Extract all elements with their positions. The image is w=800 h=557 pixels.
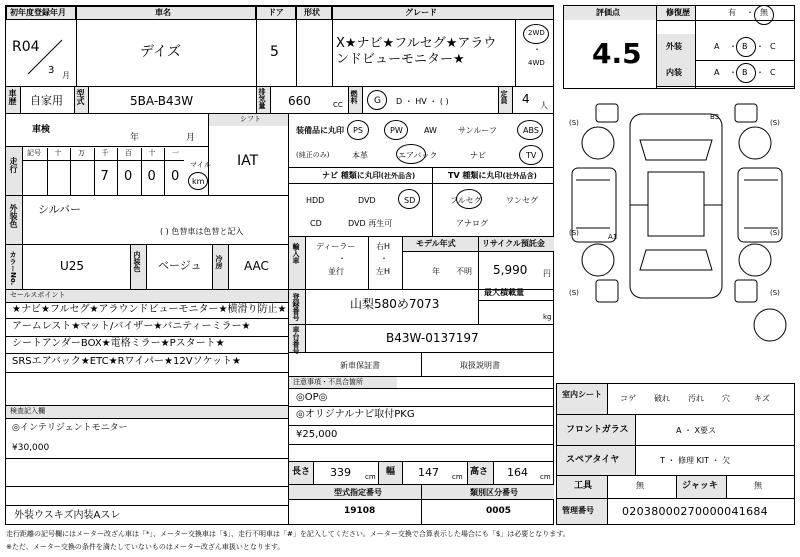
damage-mark-a1: A1	[608, 233, 618, 241]
sales-line-3	[6, 353, 288, 354]
eval-selected-circle	[736, 37, 756, 57]
first-reg-label: 初年度登録年月	[10, 8, 66, 17]
navi-type-header	[322, 172, 415, 180]
mileage-digit-header: 百	[125, 149, 132, 157]
note-line: ◎OP◎	[296, 392, 328, 403]
eval-row-label: 外装	[666, 42, 682, 51]
equip-pw: PW	[390, 126, 403, 135]
seat-condition-item: コゲ	[620, 394, 636, 403]
mileage-bottom-line	[6, 195, 288, 196]
mileage-label: 走行	[9, 157, 18, 173]
model-label: 型式	[76, 89, 85, 105]
import-dealer: ディーラー	[316, 242, 356, 251]
equip-airbag: エアバック	[398, 151, 438, 160]
hdr-divider-5	[515, 20, 516, 86]
width-label: 幅	[386, 467, 396, 477]
navi-sd: SD	[404, 196, 416, 205]
km-label: km	[192, 177, 205, 186]
color-no-label: カラーNo.	[9, 251, 17, 286]
spec-div-3	[88, 87, 89, 113]
hdr-divider-4	[332, 6, 333, 86]
inspector-line-2	[6, 486, 288, 487]
import-right-h: 右H	[376, 242, 391, 251]
mileage-digit-divider	[117, 148, 118, 195]
notes-header-line	[289, 388, 554, 389]
car-damage-diagram	[560, 100, 795, 385]
hdr-divider-1	[76, 6, 77, 86]
eval-option: B	[742, 42, 748, 51]
equip-leather: 本革	[352, 151, 368, 160]
shaken-label: 車検	[32, 125, 51, 135]
model-year-label: モデル年式	[416, 239, 456, 248]
length-unit: cm	[365, 473, 376, 481]
grade-header-bg	[332, 6, 554, 20]
eval-option: 有	[728, 8, 736, 17]
eval-label-divider	[695, 6, 696, 88]
capacity-unit: 人	[540, 101, 548, 110]
height: 164	[507, 466, 528, 479]
model-year-unit: 年	[432, 267, 440, 276]
seat-divider	[607, 384, 608, 414]
inspector-line: ◎インテリジェントモニター	[12, 423, 128, 433]
color-change-note: ( ) 色替車は色替と記入	[160, 227, 244, 236]
spec-div-7	[362, 87, 363, 113]
interior-color: ベージュ	[158, 259, 202, 272]
sales-line-2	[6, 336, 288, 337]
mileage-digit: 0	[124, 169, 133, 184]
mileage-digit-divider	[94, 148, 95, 195]
mileage-digit-header: 一	[172, 149, 179, 157]
first-reg-month-unit: 月	[62, 71, 70, 80]
inspector-line-3	[6, 505, 288, 506]
reg-no-label: 登録番号	[292, 293, 300, 321]
eval-row-label: 内装	[666, 68, 682, 77]
seat-label: 室内シート	[562, 390, 602, 399]
color-div-3	[146, 245, 147, 289]
door-label: ドア	[268, 8, 284, 17]
fuel-g-circle	[367, 90, 387, 110]
glass-value: A ・ X要ス	[676, 426, 717, 435]
notes-label: 注意事項・不具合箇所	[293, 378, 363, 386]
inspector-label: 検査記入欄	[10, 407, 45, 415]
s-label: (S)	[770, 289, 780, 297]
max-load-kg: kg	[543, 313, 552, 321]
mileage-header-line	[23, 160, 184, 161]
navi-cd: CD	[310, 219, 322, 228]
mgmt-divider	[607, 499, 608, 524]
reg-no: 山梨580め7073	[350, 297, 440, 311]
glass-label: フロントガラス	[566, 425, 629, 435]
reg-div	[305, 290, 306, 352]
tv-fullseg: フルセグ	[450, 196, 482, 205]
docs-div	[421, 352, 422, 376]
inspector-line-1	[6, 458, 288, 459]
equipment-sub: (純正のみ)	[296, 151, 330, 159]
hdr-divider-3	[296, 6, 297, 86]
width: 147	[418, 466, 439, 479]
eval-row-line	[657, 86, 795, 87]
tools-label: 工具	[574, 481, 593, 491]
ext-color-bottom-line	[6, 244, 288, 245]
eval-option: ・	[729, 68, 737, 77]
shift-divider	[208, 114, 209, 195]
equip-tv-circle	[519, 145, 543, 165]
mgmt-label: 管理番号	[562, 506, 594, 515]
equip-bottom-line	[289, 167, 554, 168]
eval-option: ・	[746, 8, 754, 17]
import-left-h: 左H	[376, 267, 391, 276]
equip-navi: ナビ	[470, 151, 486, 160]
shape-label: 形状	[304, 8, 320, 17]
eval-option: A	[714, 42, 720, 51]
equip-sunroof: サンルーフ	[458, 126, 497, 135]
equip-ps-circle	[347, 120, 369, 140]
model-code: 5BA-B43W	[130, 94, 194, 108]
equip-pw-circle	[384, 120, 408, 140]
notes-line-2	[289, 425, 554, 426]
color-div-2	[130, 245, 131, 289]
import-div-1	[305, 237, 306, 289]
spec-div-5	[270, 87, 271, 113]
mileage-digit-header: 万	[78, 149, 85, 157]
equip-airbag-circle	[396, 144, 426, 164]
eval-option: C	[770, 42, 776, 51]
height-unit: cm	[540, 473, 551, 481]
max-load-line	[478, 300, 554, 301]
seat-condition-item: キズ	[754, 394, 770, 403]
notes-line-3	[289, 444, 554, 445]
eval-selected-circle	[736, 63, 756, 83]
navi-dvd-play: DVD 再生可	[348, 219, 393, 228]
ac-value: AAC	[244, 259, 269, 273]
interior-color-label: 内装色	[133, 251, 141, 272]
equip-ps: PS	[353, 126, 363, 135]
navi-dvd: DVD	[358, 196, 376, 205]
spec-div-8	[498, 87, 499, 113]
navi-tv-divider	[432, 168, 433, 236]
tv-fullseg-circle	[456, 189, 482, 209]
damage-mark-b3: B3	[710, 113, 720, 121]
tv-header-text: TV 種類に丸印	[448, 171, 503, 180]
eval-option: ・	[756, 42, 764, 51]
capacity-label: 定員	[500, 90, 508, 104]
height-label: 高さ	[470, 467, 489, 477]
tv-analog: アナログ	[456, 219, 488, 228]
max-load-label: 最大積載量	[484, 288, 524, 297]
spare-label: スペアタイヤ	[566, 455, 620, 465]
notes-line-4	[289, 461, 554, 462]
navi-sd-circle	[398, 189, 420, 209]
mgmt-no: 02038000270000041684	[622, 505, 768, 518]
mileage-digit-divider	[47, 148, 48, 195]
dims-div-4	[467, 462, 468, 484]
dims-div-5	[493, 462, 494, 484]
inspector-header-line	[6, 418, 288, 419]
eval-row-line	[657, 20, 795, 21]
width-unit: cm	[452, 473, 463, 481]
tools-div-2	[676, 476, 677, 498]
sales-point-line: アームレスト★マット/バイザー★バニティーミラー★	[12, 321, 251, 332]
sales-point-line: ★ナビ★フルセグ★アラウンドビューモニター★横滑り防止★	[12, 304, 287, 315]
reg-bottom-line	[289, 324, 554, 325]
import-parallel: 並行	[328, 267, 344, 276]
sales-point-line: SRSエアバック★ETC★Rワイパー★12Vソケット★	[12, 356, 241, 367]
km-circle	[188, 172, 208, 190]
sales-points-label: セールスポイント	[10, 291, 66, 299]
first-reg-era: R04	[12, 39, 40, 55]
drive-dash: ・	[533, 45, 541, 54]
recycle-label: リサイクル預託金	[482, 239, 545, 248]
spare-value: T ・ 修理 KIT ・ 欠	[660, 456, 731, 465]
import-dot-2: ・	[380, 254, 388, 263]
hdr-divider-2	[256, 6, 257, 86]
type-class-div	[421, 485, 422, 525]
eval-option: A	[714, 68, 720, 77]
equip-tv: TV	[526, 151, 537, 160]
import-label: 輸入車	[292, 243, 300, 264]
notes-line-1	[289, 406, 554, 407]
navi-header-text: ナビ 種類に丸印	[322, 171, 381, 180]
first-reg-month: 3	[48, 65, 55, 76]
eval-option: ・	[756, 68, 764, 77]
dims-div-1	[313, 462, 314, 484]
max-load-div	[478, 290, 479, 324]
eval-selected-circle	[754, 5, 774, 25]
s-label: (S)	[569, 289, 579, 297]
mileage-digit-divider	[164, 148, 165, 195]
shaken-bottom-line	[6, 146, 208, 147]
navi-header-line	[289, 183, 554, 184]
eval-row-label: 修復歴	[666, 8, 690, 17]
s-label: (S)	[569, 119, 579, 127]
main-form-frame	[5, 5, 554, 525]
car-name: デイズ	[140, 44, 181, 60]
mileage-digit: 0	[171, 169, 180, 184]
dims-div-3	[402, 462, 403, 484]
jack-value: 無	[754, 481, 762, 490]
drive-2wd: 2WD	[528, 29, 545, 37]
navi-sub-text: (社外品含)	[380, 172, 416, 180]
color-div-4	[212, 245, 213, 289]
mileage-digit-divider	[70, 148, 71, 195]
color-div-5	[228, 245, 229, 289]
seat-condition-item: 破れ	[654, 394, 670, 403]
spec-div-2	[74, 87, 75, 113]
color-no: U25	[60, 259, 85, 273]
sales-line-4	[6, 372, 288, 373]
drive-2wd-circle	[523, 24, 549, 44]
recycle-header-line	[403, 251, 554, 252]
chassis-label: 車台番号	[292, 326, 300, 354]
import-div-2	[368, 237, 369, 289]
spec-div-6	[348, 87, 349, 113]
grade-text: X★ナビ★フルセグ★アラウンドビューモニター★	[336, 36, 497, 67]
manual-doc: 取扱説明書	[460, 361, 500, 370]
displacement: 660	[288, 94, 311, 108]
ac-label: 冷房	[215, 255, 223, 269]
type-no-label: 型式指定番号	[334, 488, 382, 497]
displacement-label: 排気量	[258, 88, 266, 109]
class-no-label: 類別区分番号	[470, 488, 518, 497]
navi-hdd: HDD	[306, 196, 325, 205]
usage-label: 車歴	[8, 89, 17, 105]
mileage-digit-header: 千	[101, 149, 109, 157]
eval-option: C	[770, 68, 776, 77]
mileage-digit-divider	[141, 148, 142, 195]
mile-label: マイル	[190, 161, 211, 169]
shaken-month-unit: 月	[186, 133, 196, 143]
seat-condition-item: 汚れ	[688, 394, 704, 403]
usage: 自家用	[30, 94, 63, 107]
fuel-label: 燃料	[350, 90, 358, 104]
mileage-digit-header: 記号	[27, 149, 41, 157]
warranty-doc: 新車保証書	[340, 361, 380, 370]
s-label: (S)	[770, 119, 780, 127]
shift-value: IAT	[237, 153, 259, 169]
car-name-label: 車名	[155, 8, 171, 17]
inspector-bottom-note: 外装ウスキズ内装Aスレ	[14, 510, 121, 521]
exterior-color-label: 外装色	[9, 204, 18, 228]
equip-abs-circle	[517, 120, 543, 140]
footer-note-2: ※ただ、メーター交換の条件を満たしていないものはメーター改ざん車扱いとなります。	[6, 543, 285, 551]
note-line: ¥25,000	[296, 429, 338, 440]
mileage-digit: 0	[147, 169, 156, 184]
length: 339	[330, 466, 351, 479]
eval-option: 無	[760, 8, 768, 17]
spec-div-4	[256, 87, 257, 113]
tv-sub-text: (社外品含)	[502, 172, 537, 180]
fuel-g: G	[374, 96, 381, 106]
drive-4wd: 4WD	[528, 59, 545, 67]
recycle-amount: 5,990	[493, 263, 528, 277]
capacity: 4	[522, 92, 530, 106]
equipment-label: 装備品に丸印	[296, 126, 344, 135]
fuel-others: D ・ HV ・ ( )	[396, 97, 449, 106]
equip-aw: AW	[424, 126, 437, 135]
tools-value: 無	[636, 481, 644, 490]
eval-option: B	[742, 68, 748, 77]
tools-div-3	[726, 476, 727, 498]
s-label: (S)	[770, 229, 780, 237]
cc-unit: CC	[333, 101, 343, 109]
import-dot-1: ・	[338, 254, 346, 263]
color-div-1	[22, 245, 23, 289]
note-line: ◎オリジナルナビ取付PKG	[296, 409, 415, 420]
jack-label: ジャッキ	[682, 481, 718, 491]
seat-condition-item: 穴	[722, 394, 730, 403]
length-label: 長さ	[292, 467, 311, 477]
tv-type-header	[448, 172, 537, 180]
chassis-no: B43W-0137197	[386, 331, 479, 345]
mileage-digit-header: 十	[148, 149, 156, 157]
mileage-digit: 7	[100, 169, 109, 184]
exterior-color: シルバー	[38, 203, 81, 216]
ext-color-divider	[22, 147, 23, 244]
sales-point-line: シートアンダーBOX★電格ミラー★Pスタート★	[12, 338, 225, 349]
equip-abs: ABS	[523, 126, 539, 135]
eval-option: ・	[729, 42, 737, 51]
shaken-year-unit: 年	[130, 133, 140, 143]
grade-label: グレード	[405, 8, 437, 17]
score: 4.5	[592, 37, 642, 70]
class-no: 0005	[486, 506, 512, 516]
recycle-yen: 円	[543, 269, 551, 278]
sales-line-1	[6, 318, 288, 319]
dims-div-2	[378, 462, 379, 484]
inspector-line: ¥30,000	[12, 443, 50, 453]
spec-div-9	[512, 87, 513, 113]
door-count: 5	[270, 44, 279, 60]
sales-header-line	[6, 302, 288, 303]
spec-div-1	[20, 87, 21, 113]
inspector-top-line	[6, 405, 288, 406]
type-no: 19108	[344, 506, 376, 516]
shift-label: シフト	[240, 115, 261, 123]
model-year-unknown: 不明	[456, 267, 472, 276]
footer-note-1: 走行距離の記号欄にはメーター改ざん車は「*」、メーター交換車は「$」、走行不明車は「#」を記入してください。メーター交換で合算表示した場合にも「$」は必要となります。	[6, 530, 570, 538]
s-label: (S)	[569, 229, 579, 237]
tools-div-1	[607, 476, 608, 498]
inspector-header-bg	[6, 406, 288, 418]
tv-oneseg: ワンセグ	[506, 196, 538, 205]
mileage-digit-header: 十	[54, 149, 62, 157]
score-label: 評価点	[596, 8, 620, 17]
